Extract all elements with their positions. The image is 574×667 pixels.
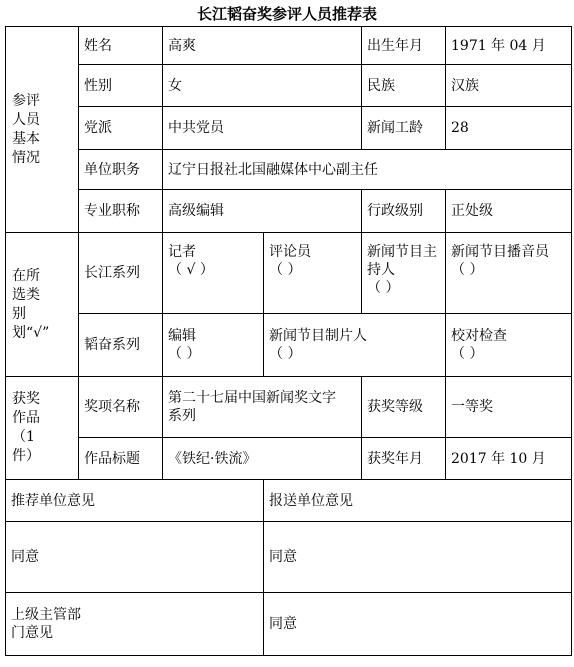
category-item-reporter: 记者 （ √ ） — [163, 233, 264, 314]
category-mark: （ ） — [168, 346, 201, 362]
admin-level-label: 行政级别 — [362, 190, 446, 233]
category-mark: （ ） — [269, 346, 302, 362]
category-mark: （ ） — [451, 262, 484, 278]
work-title-value: 《铁纪·铁流》 — [163, 438, 362, 480]
title-rank-label: 专业职称 — [79, 190, 163, 233]
recommend-unit-opinion-value: 同意 — [6, 522, 264, 593]
party-value: 中共党员 — [163, 107, 362, 150]
category-item-editor: 编辑 （ ） — [163, 314, 264, 377]
superior-dept-opinion-value: 同意 — [264, 593, 572, 656]
party-label: 党派 — [79, 107, 163, 150]
award-year-label: 获奖年月 — [362, 438, 446, 480]
admin-level-value: 正处级 — [446, 190, 572, 233]
superior-dept-opinion-label: 上级主管部门意见 — [6, 593, 264, 656]
award-level-label: 获奖等级 — [362, 377, 446, 438]
category-item-announcer: 新闻节目播音员 （ ） — [446, 233, 572, 314]
category-item-producer: 新闻节目制片人 （ ） — [264, 314, 446, 377]
gender-value: 女 — [163, 65, 362, 107]
news-years-label: 新闻工龄 — [362, 107, 446, 150]
dob-value: 1971 年 04 月 — [446, 27, 572, 65]
position-label: 单位职务 — [79, 150, 163, 190]
submit-unit-opinion-value: 同意 — [264, 522, 572, 593]
category-mark: （ √ ） — [168, 262, 214, 278]
name-label: 姓名 — [79, 27, 163, 65]
category-mark: （ ） — [269, 262, 302, 278]
award-year-value: 2017 年 10 月 — [446, 438, 572, 480]
submit-unit-opinion-label: 报送单位意见 — [264, 480, 572, 522]
category-mark: （ ） — [367, 280, 400, 296]
section-basic-info: 参评人员基本情况 — [6, 27, 79, 233]
section-category: 在所选类别划“√” — [6, 233, 79, 377]
recommend-unit-opinion-label: 推荐单位意见 — [6, 480, 264, 522]
gender-label: 性别 — [79, 65, 163, 107]
category-item-host: 新闻节目主持人 （ ） — [362, 233, 446, 314]
title-rank-value: 高级编辑 — [163, 190, 362, 233]
name-value: 高爽 — [163, 27, 362, 65]
changjiang-series-label: 长江系列 — [79, 233, 163, 314]
category-item-commentator: 评论员 （ ） — [264, 233, 362, 314]
position-value: 辽宁日报社北国融媒体中心副主任 — [163, 150, 572, 190]
section-award-work: 获奖作品（1件） — [6, 377, 79, 480]
dob-label: 出生年月 — [362, 27, 446, 65]
category-mark: （ ） — [451, 346, 484, 362]
form-title: 长江韬奋奖参评人员推荐表 — [196, 5, 377, 23]
award-name-label: 奖项名称 — [79, 377, 163, 438]
work-title-label: 作品标题 — [79, 438, 163, 480]
taofen-series-label: 韬奋系列 — [79, 314, 163, 377]
category-item-proofreader: 校对检查 （ ） — [446, 314, 572, 377]
award-level-value: 一等奖 — [446, 377, 572, 438]
ethnic-label: 民族 — [362, 65, 446, 107]
recommendation-form-table — [5, 26, 572, 656]
news-years-value: 28 — [446, 107, 572, 150]
award-name-value: 第二十七届中国新闻奖文字系列 — [163, 377, 362, 438]
ethnic-value: 汉族 — [446, 65, 572, 107]
